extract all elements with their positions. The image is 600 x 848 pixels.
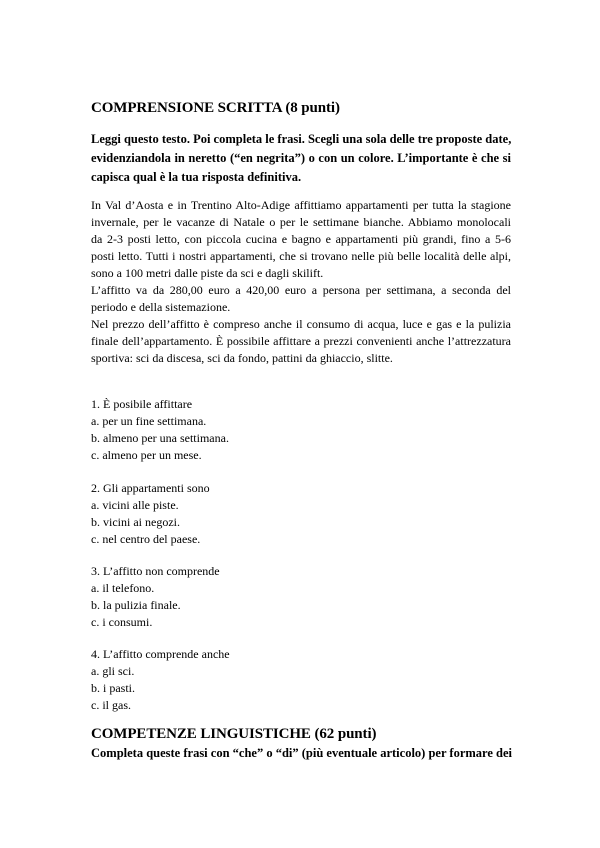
answer-option[interactable]: a. per un fine settimana.	[91, 414, 207, 428]
section-title-competenze: COMPETENZE LINGUISTICHE (62 punti)	[91, 726, 377, 742]
answer-option[interactable]: a. vicini alle piste.	[91, 498, 179, 512]
question-stem: 2. Gli appartamenti sono	[91, 481, 210, 495]
text-line: In Val d’Aosta e in Trentino Alto-Adige affittiamo appartamenti per tutta la stagione	[91, 198, 511, 212]
question-2	[91, 480, 210, 548]
question-1	[91, 396, 229, 464]
question-stem: 4. L’affitto comprende anche	[91, 647, 230, 661]
answer-option[interactable]: b. vicini ai negozi.	[91, 515, 180, 529]
text-line: da 2-3 posti letto, con piccola cucina e bagno e appartamenti più grandi, fino a 5-6	[91, 232, 511, 246]
answer-option[interactable]: b. i pasti.	[91, 681, 135, 695]
answer-option[interactable]: a. il telefono.	[91, 581, 155, 595]
question-stem: 1. È posibile affittare	[91, 397, 193, 411]
instruction-line: Leggi questo testo. Poi completa le frasi. Scegli una sola delle tre proposte date,	[91, 132, 512, 146]
question-stem: 3. L’affitto non comprende	[91, 564, 220, 578]
section-title-comprensione: COMPRENSIONE SCRITTA (8 punti)	[91, 100, 340, 116]
text-line: posti letto. Tutti i nostri appartamenti, che si trovano nelle più belle località delle alpi,	[91, 249, 511, 263]
answer-option[interactable]: c. nel centro del paese.	[91, 532, 201, 546]
answer-option[interactable]: c. almeno per un mese.	[91, 448, 202, 462]
text-line: sportiva: sci da discesa, sci da fondo, pattini da ghiaccio, slitte.	[91, 351, 393, 365]
reading-text	[91, 197, 511, 367]
instruction-line: evidenziandola in neretto (“en negrita”) o con un colore. L’importante è che si	[91, 151, 511, 165]
question-3	[91, 563, 220, 631]
text-line: invernale, per le vacanze di Natale o per le settimane bianche. Abbiamo monolocali	[91, 215, 511, 229]
competenze-instructions: Completa queste frasi con “che” o “di” (più eventuale articolo) per formare dei	[91, 746, 513, 760]
answer-option[interactable]: c. il gas.	[91, 698, 131, 712]
answer-option[interactable]: b. la pulizia finale.	[91, 598, 181, 612]
comprensione-instructions	[91, 130, 511, 187]
answer-option[interactable]: c. i consumi.	[91, 615, 153, 629]
text-line: L’affitto va da 280,00 euro a 420,00 euro a persona per settimana, a seconda del	[91, 283, 511, 297]
answer-option[interactable]: a. gli sci.	[91, 664, 135, 678]
text-line: Nel prezzo dell’affitto è compreso anche il consumo di acqua, luce e gas e la pulizia	[91, 317, 511, 331]
question-4	[91, 646, 230, 714]
answer-option[interactable]: b. almeno per una settimana.	[91, 431, 229, 445]
text-line: periodo e della sistemazione.	[91, 300, 231, 314]
instruction-line: capisca qual è la tua risposta definitiva.	[91, 170, 302, 184]
text-line: sono a 100 metri dalle piste da sci e dagli skilift.	[91, 266, 324, 280]
text-line: finale dell’appartamento. È possibile affittare a prezzi convenienti anche l’attrezzatura	[91, 334, 511, 348]
